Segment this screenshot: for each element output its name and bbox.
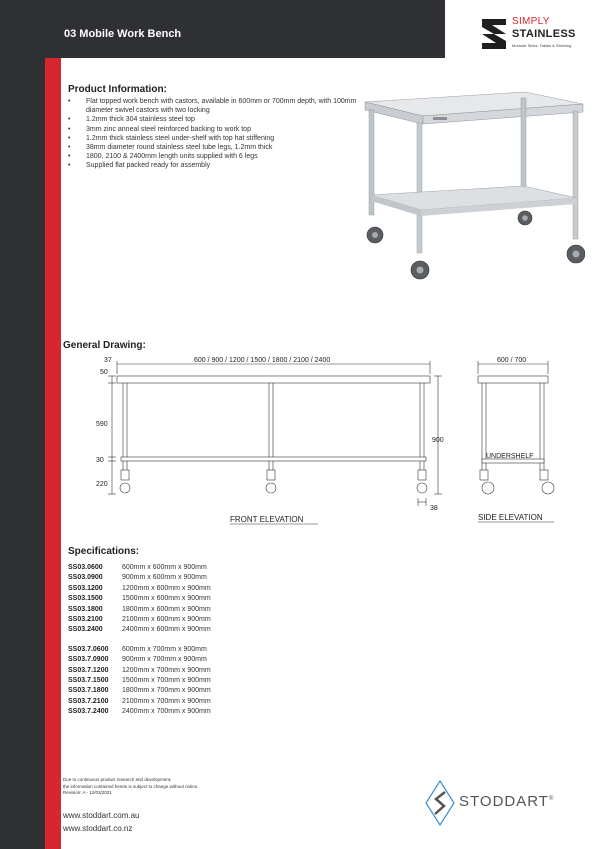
spec-code: SS03.7.2400 bbox=[68, 708, 109, 716]
dim-900: 900 bbox=[432, 437, 444, 444]
spec-dims: 1800mm x 700mm x 900mm bbox=[122, 687, 211, 695]
undershelf-label: UNDERSHELF bbox=[486, 453, 534, 460]
revision: Revision: A - 12/03/2021 bbox=[63, 790, 112, 795]
spec-code: SS03.1200 bbox=[68, 584, 103, 592]
spec-row bbox=[68, 563, 211, 573]
spec-dims: 900mm x 600mm x 900mm bbox=[122, 574, 207, 582]
dim-38: 38 bbox=[430, 505, 438, 512]
product-info-bullet: • Flat topped work bench with castors, available in 600mm or 700mm depth, with 100mm diameter swivel castors with two locking bbox=[68, 97, 368, 115]
product-info-bullet: • 3mm zinc anneal steel reinforced backing to work top bbox=[68, 125, 368, 134]
product-info-bullet: • 1.2mm thick 304 stainless steel top bbox=[68, 115, 368, 124]
website-nz-link[interactable]: www.stoddart.co.nz bbox=[63, 824, 133, 833]
spec-row bbox=[68, 676, 211, 686]
page-title: 03 Mobile Work Bench bbox=[64, 28, 182, 40]
stoddart-logo bbox=[425, 778, 595, 828]
spec-dims: 1200mm x 600mm x 900mm bbox=[122, 584, 211, 592]
stoddart-logo-icon bbox=[425, 780, 455, 826]
side-elevation-label: SIDE ELEVATION bbox=[478, 513, 543, 522]
spec-code: SS03.1500 bbox=[68, 595, 103, 603]
spec-dims: 1800mm x 600mm x 900mm bbox=[122, 605, 211, 613]
spec-code: SS03.0900 bbox=[68, 574, 103, 582]
spec-row bbox=[68, 625, 211, 635]
spec-code: SS03.2400 bbox=[68, 626, 103, 634]
spec-dims: 1500mm x 600mm x 900mm bbox=[122, 595, 211, 603]
dim-30: 30 bbox=[96, 457, 104, 464]
spec-code: SS03.1800 bbox=[68, 605, 103, 613]
spec-code: SS03.7.1800 bbox=[68, 687, 109, 695]
spec-row bbox=[68, 584, 211, 594]
general-drawing bbox=[60, 352, 600, 532]
spec-row bbox=[68, 573, 211, 583]
product-info-list bbox=[68, 97, 368, 171]
disclaimer bbox=[63, 777, 198, 797]
side-bar-red bbox=[45, 58, 61, 849]
front-elevation-label: FRONT ELEVATION bbox=[230, 515, 304, 524]
dim-220: 220 bbox=[96, 481, 108, 488]
spec-row bbox=[68, 707, 211, 717]
side-bar-dark bbox=[0, 58, 45, 849]
disclaimer-line1: Due to continuous product research and development, bbox=[63, 777, 172, 782]
spec-row bbox=[68, 645, 211, 655]
spec-dims: 2100mm x 700mm x 900mm bbox=[122, 697, 211, 705]
spec-code: SS03.2100 bbox=[68, 615, 103, 623]
general-drawing-heading: General Drawing: bbox=[63, 340, 146, 351]
product-info-bullet: • 1800, 2100 & 2400mm length units supplied with 6 legs bbox=[68, 152, 368, 161]
spec-row bbox=[68, 615, 211, 625]
product-info-bullet: • Supplied flat packed ready for assembly bbox=[68, 161, 368, 170]
product-info-bullet: • 38mm diameter round stainless steel tube legs, 1.2mm thick bbox=[68, 143, 368, 152]
spec-dims: 1200mm x 700mm x 900mm bbox=[122, 666, 211, 674]
registered-mark: ® bbox=[548, 796, 555, 802]
spec-dims: 2400mm x 600mm x 900mm bbox=[122, 626, 211, 634]
spec-code: SS03.7.0900 bbox=[68, 656, 109, 664]
spec-row bbox=[68, 686, 211, 696]
spec-code: SS03.7.0600 bbox=[68, 645, 109, 653]
dim-depth: 600 / 700 bbox=[497, 357, 527, 364]
spec-code: SS03.7.2100 bbox=[68, 697, 109, 705]
product-photo bbox=[355, 90, 585, 285]
website-au-link[interactable]: www.stoddart.com.au bbox=[63, 811, 140, 820]
dim-length: 600 / 900 / 1200 / 1500 / 1800 / 2100 / 2400 bbox=[194, 357, 331, 364]
brand-line1: SIMPLY bbox=[512, 16, 550, 27]
simply-stainless-logo bbox=[480, 15, 590, 55]
spec-dims: 600mm x 700mm x 900mm bbox=[122, 645, 207, 653]
spec-row bbox=[68, 655, 211, 665]
spec-code: SS03.0600 bbox=[68, 564, 103, 571]
simply-stainless-logo-icon bbox=[480, 17, 508, 51]
header-bar bbox=[0, 0, 445, 58]
spec-code: SS03.7.1500 bbox=[68, 676, 109, 684]
specifications-heading: Specifications: bbox=[68, 546, 140, 557]
spec-row bbox=[68, 666, 211, 676]
stoddart-name-text: STODDART bbox=[459, 793, 549, 810]
product-info-bullet: • 1.2mm thick stainless steel under-shelf with top hat stiffening bbox=[68, 134, 368, 143]
spec-dims: 900mm x 700mm x 900mm bbox=[122, 656, 207, 664]
brand-tagline: Modular Sinks, Tables & Shelving bbox=[512, 43, 572, 48]
specifications-table bbox=[68, 563, 211, 717]
spec-row bbox=[68, 697, 211, 707]
spec-dims: 600mm x 600mm x 900mm bbox=[122, 564, 207, 571]
brand-line2: STAINLESS bbox=[512, 28, 576, 40]
spec-dims: 2400mm x 700mm x 900mm bbox=[122, 708, 211, 716]
spec-gap bbox=[68, 636, 211, 645]
spec-code: SS03.7.1200 bbox=[68, 666, 109, 674]
spec-dims: 2100mm x 600mm x 900mm bbox=[122, 615, 211, 623]
stoddart-name bbox=[459, 793, 554, 810]
dim-590: 590 bbox=[96, 421, 108, 428]
spec-row bbox=[68, 594, 211, 604]
spec-dims: 1500mm x 700mm x 900mm bbox=[122, 676, 211, 684]
spec-row bbox=[68, 605, 211, 615]
dim-50: 50 bbox=[100, 369, 108, 376]
disclaimer-line2: the information contained herein is subject to change without notice. bbox=[63, 783, 199, 789]
dim-37: 37 bbox=[104, 357, 112, 364]
product-info-heading: Product Information: bbox=[68, 84, 167, 95]
